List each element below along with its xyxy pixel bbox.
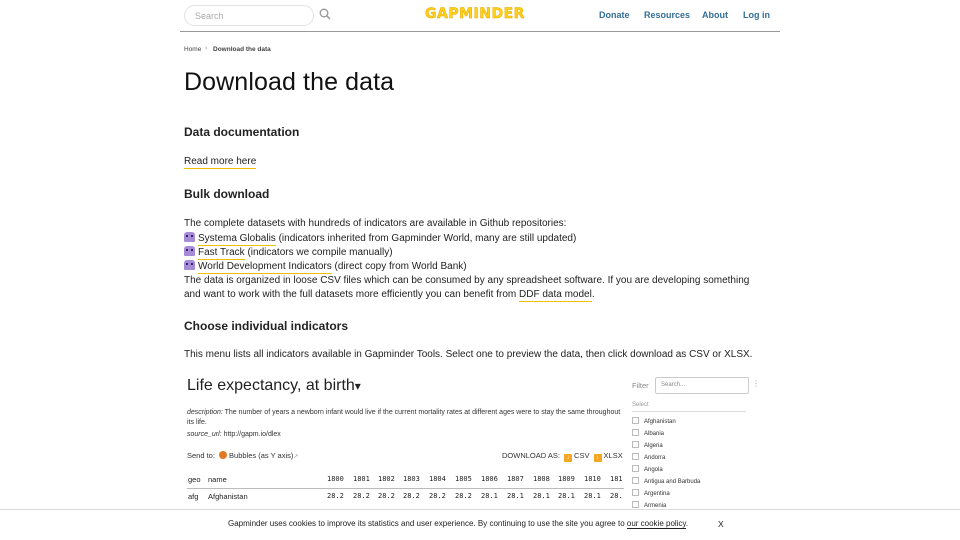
docs-heading: Data documentation xyxy=(184,125,300,139)
send-to-label: Send to: xyxy=(187,451,215,460)
country-label: Argentina xyxy=(644,491,670,497)
table-cell: 28.2 xyxy=(353,492,370,500)
repo-item xyxy=(184,232,576,244)
choose-heading: Choose individual indicators xyxy=(184,319,349,333)
table-cell: 28. xyxy=(610,492,623,500)
table-header-geo: geo xyxy=(188,475,201,484)
country-label: Angola xyxy=(644,467,663,473)
table-header-year: 1800 xyxy=(327,475,344,483)
table-header-year: 1809 xyxy=(558,475,575,483)
table-cell: 28.1 xyxy=(481,492,498,500)
table-cell: 28.1 xyxy=(507,492,524,500)
repo-link-wdi[interactable]: World Development Indicators xyxy=(198,261,332,272)
table-cell: 28.2 xyxy=(378,492,395,500)
table-header-divider xyxy=(187,488,624,489)
repo-link-systema-globalis[interactable]: Systema Globalis xyxy=(198,233,276,244)
country-label: Algeria xyxy=(644,443,663,449)
table-cell: 28.1 xyxy=(533,492,550,500)
nav-resources[interactable]: Resources xyxy=(644,10,691,20)
search-icon[interactable] xyxy=(319,8,331,20)
cookie-text xyxy=(228,519,688,528)
ddf-link[interactable]: DDF data model xyxy=(519,289,592,300)
download-bar xyxy=(502,451,623,462)
bulk-text-part: and want to work with the full datasets more efficiently you can benefit from xyxy=(184,289,519,300)
checkbox[interactable] xyxy=(632,417,639,424)
country-option[interactable] xyxy=(632,489,670,497)
alien-monster-icon xyxy=(184,260,195,270)
choose-text: This menu lists all indicators available in Gapminder Tools. Select one to preview the data, then click download as CSV or XLSX. xyxy=(184,349,753,360)
country-option[interactable] xyxy=(632,441,663,449)
cookie-message: Gapminder uses cookies to improve its statistics and user experience. By continuing to use the site you agree to xyxy=(228,519,627,528)
repo-item xyxy=(184,246,393,258)
table-header-year: 1801 xyxy=(353,475,370,483)
bulk-text-end: . xyxy=(591,289,595,300)
src-url[interactable]: http://gapm.io/dlex xyxy=(221,431,281,438)
cookie-end: . xyxy=(685,519,689,528)
bubbles-icon xyxy=(219,451,227,459)
country-option[interactable] xyxy=(632,477,700,485)
filter-label: Filter xyxy=(632,381,649,390)
search-input[interactable]: Search xyxy=(184,5,314,26)
data-table xyxy=(187,472,624,508)
table-cell-geo: afg xyxy=(188,492,199,501)
download-label: DOWNLOAD AS: xyxy=(502,451,560,460)
table-cell: 28.2 xyxy=(327,492,344,500)
country-option[interactable] xyxy=(632,501,666,509)
download-xlsx-button[interactable]: XLSX xyxy=(603,451,623,460)
repo-item xyxy=(184,260,467,272)
breadcrumb-chevron-icon: › xyxy=(205,45,208,52)
country-label: Afghanistan xyxy=(644,419,676,425)
breadcrumb-home[interactable]: Home xyxy=(184,46,202,53)
download-csv-button[interactable]: CSV xyxy=(574,451,590,460)
checkbox[interactable] xyxy=(632,465,639,472)
country-label: Antigua and Barbuda xyxy=(644,479,701,485)
indicator-source xyxy=(187,431,281,438)
table-header-year: 1803 xyxy=(403,475,420,483)
close-icon[interactable]: X xyxy=(718,519,724,529)
table-cell: 28.1 xyxy=(584,492,601,500)
country-option[interactable] xyxy=(632,417,676,425)
table-cell-name: Afghanistan xyxy=(208,492,248,501)
country-label: Albania xyxy=(644,431,665,437)
country-label: Andorra xyxy=(644,455,666,461)
table-cell: 28.1 xyxy=(558,492,575,500)
bulk-text: The data is organized in loose CSV files which can be consumed by any spreadsheet software. If you are developing something xyxy=(184,275,750,286)
read-more-link[interactable]: Read more here xyxy=(184,156,257,167)
table-header-name: name xyxy=(208,475,227,484)
country-option[interactable] xyxy=(632,429,664,437)
indicator-description xyxy=(187,408,627,428)
caret-down-icon: ▾ xyxy=(354,379,361,393)
country-option[interactable] xyxy=(632,453,665,461)
country-option[interactable] xyxy=(632,465,663,473)
cookie-banner xyxy=(0,509,960,540)
repo-desc: (indicators we compile manually) xyxy=(244,247,393,258)
table-cell: 28.2 xyxy=(455,492,472,500)
external-link-icon: ↗ xyxy=(293,454,299,460)
select-label: Select xyxy=(632,402,649,408)
send-to-bubbles-link[interactable]: Bubbles (as Y axis) xyxy=(229,451,294,460)
repo-desc: (direct copy from World Bank) xyxy=(331,261,467,272)
table-header-year: 181 xyxy=(610,475,623,483)
desc-label: description: xyxy=(187,409,223,416)
more-options-icon[interactable]: ⋮ xyxy=(752,379,760,388)
desc-text: The number of years a newborn infant would live if the current mortality rates at different ages were to stay the same throughout its life. xyxy=(187,409,621,426)
checkbox[interactable] xyxy=(632,441,639,448)
page-title: Download the data xyxy=(184,68,395,96)
header-divider xyxy=(180,31,780,32)
breadcrumb-current: Download the data xyxy=(213,46,271,53)
table-cell: 28.2 xyxy=(429,492,446,500)
select-divider xyxy=(632,411,746,412)
cookie-policy-link[interactable]: our cookie policy xyxy=(626,519,686,528)
checkbox[interactable] xyxy=(632,501,639,508)
table-header-year: 1804 xyxy=(429,475,446,483)
indicator-title: Life expectancy, at birth xyxy=(187,377,355,394)
gapminder-logo[interactable]: GAPMINDER xyxy=(425,6,525,22)
download-icon: ↓ xyxy=(564,454,572,462)
repo-desc: (indicators inherited from Gapminder World, many are still updated) xyxy=(275,233,577,244)
src-label: source_url: xyxy=(187,431,222,438)
table-header-year: 1807 xyxy=(507,475,524,483)
table-header-year: 1805 xyxy=(455,475,472,483)
table-cell: 28.2 xyxy=(403,492,420,500)
bulk-heading: Bulk download xyxy=(184,187,270,201)
filter-search-input[interactable]: Search... xyxy=(655,377,749,394)
repo-link-fast-track[interactable]: Fast Track xyxy=(198,247,245,258)
download-icon: ↓ xyxy=(594,454,602,462)
bulk-text-2 xyxy=(184,289,595,300)
site-header xyxy=(0,0,960,31)
country-label: Armenia xyxy=(644,503,667,509)
nav-about[interactable]: About xyxy=(702,10,728,20)
send-to xyxy=(187,451,298,460)
table-header-year: 1808 xyxy=(533,475,550,483)
table-header-year: 1802 xyxy=(378,475,395,483)
alien-monster-icon xyxy=(184,232,195,242)
table-header-year: 1806 xyxy=(481,475,498,483)
indicator-select[interactable] xyxy=(187,377,361,395)
checkbox[interactable] xyxy=(632,477,639,484)
alien-monster-icon xyxy=(184,246,195,256)
checkbox[interactable] xyxy=(632,453,639,460)
checkbox[interactable] xyxy=(632,489,639,496)
table-header-year: 1810 xyxy=(584,475,601,483)
bulk-intro: The complete datasets with hundreds of indicators are available in Github repositories: xyxy=(184,218,567,229)
nav-login[interactable]: Log in xyxy=(743,10,770,20)
nav-donate[interactable]: Donate xyxy=(599,10,630,20)
checkbox[interactable] xyxy=(632,429,639,436)
